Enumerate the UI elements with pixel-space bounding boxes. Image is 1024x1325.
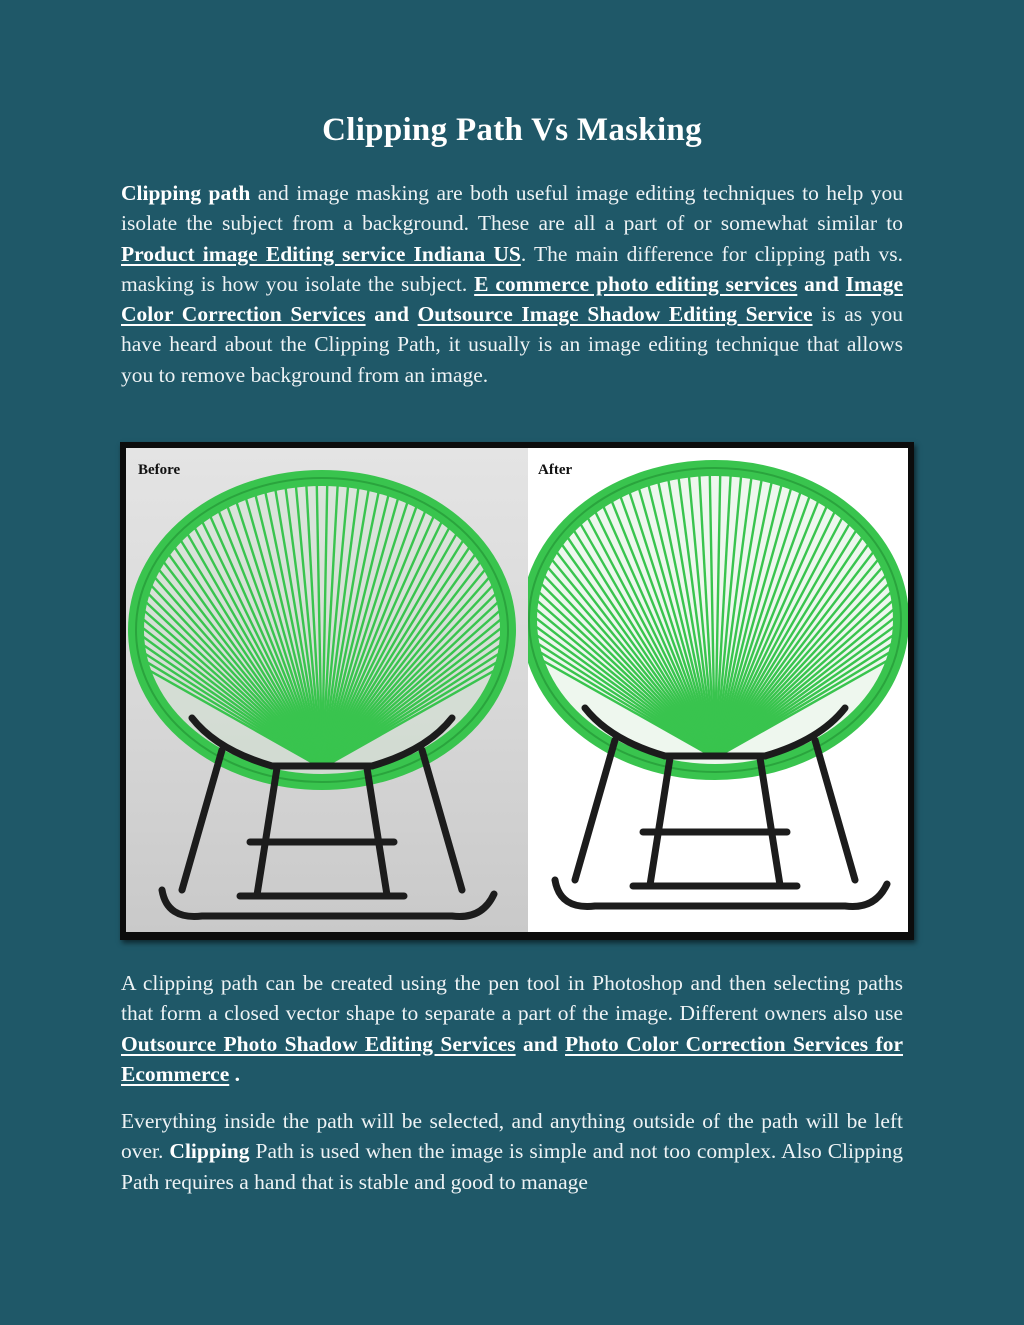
after-label: After [538, 462, 573, 478]
intro-text-3: is as you have heard about the Clipping Path, it usually is an image editing technique that allows you to remove background from an image. [121, 302, 904, 387]
before-after-image [120, 442, 914, 940]
image-color-correction-link[interactable]: Image Color Correction Services [121, 271, 903, 327]
intro-text-2: . The main difference for clipping path vs. masking is how you isolate the subject. [121, 241, 903, 296]
photo-shadow-editing-link[interactable]: Outsource Photo Shadow Editing Services [121, 1031, 516, 1056]
period-text: . [229, 1061, 240, 1086]
selection-text-1: Everything inside the path will be selected, and anything outside of the path will be left over. [121, 1109, 903, 1164]
pen-tool-paragraph [121, 968, 903, 1089]
pen-tool-text-1: A clipping path can be created using the pen tool in Photoshop and then selecting paths that form a closed vector shape to separate a part of the image. Different owners also use [121, 971, 903, 1026]
intro-paragraph [121, 178, 903, 390]
selection-paragraph [121, 1106, 903, 1197]
and-text-1: and [797, 271, 846, 296]
product-image-editing-link[interactable]: Product image Editing service Indiana US [121, 241, 521, 266]
image-shadow-editing-link[interactable]: Outsource Image Shadow Editing Service [417, 302, 813, 327]
after-panel [528, 448, 908, 932]
before-label: Before [138, 462, 181, 478]
photo-color-correction-link[interactable]: Photo Color Correction Services for Ecommerce [121, 1031, 903, 1086]
ecommerce-photo-editing-link[interactable]: E commerce photo editing services [474, 271, 798, 296]
before-chair-illustration [126, 448, 528, 932]
selection-text-2: Path is used when the image is simple and not too complex. Also Clipping Path requires a hand that is stable and good to manage [121, 1139, 903, 1194]
after-chair-illustration [528, 448, 908, 932]
and-text-2: and [365, 302, 418, 327]
and-text-3: and [515, 1031, 566, 1056]
clipping-path-term: Clipping path [121, 181, 251, 205]
page-title: Clipping Path Vs Masking [322, 112, 702, 148]
intro-text-1: and image masking are both useful image editing techniques to help you isolate the subject from a background. These are all a part of or somewhat similar to [121, 181, 903, 236]
clipping-term: Clipping [169, 1139, 250, 1164]
before-panel [126, 448, 528, 932]
